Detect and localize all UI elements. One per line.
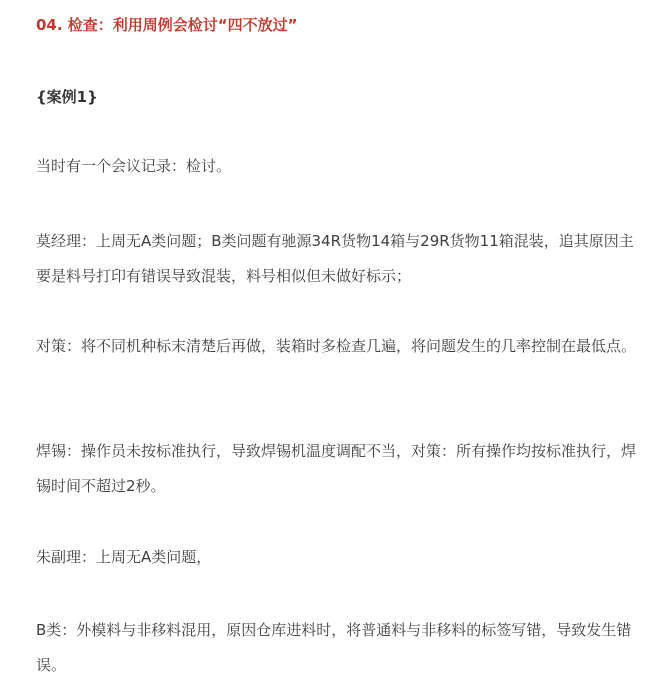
paragraph-countermeasure: 对策：将不同机种标末清楚后再做，装箱时多检查几遍，将问题发生的几率控制在最低点。: [36, 337, 637, 355]
case-label: {案例1}: [36, 88, 98, 106]
paragraph-meeting-record: 当时有一个会议记录：检讨。: [36, 157, 232, 175]
paragraph-soldering: 焊锡：操作员未按标准执行，导致焊锡机温度调配不当，对策：所有操作均按标准执行，焊锡时间不超过2秒。: [36, 442, 637, 495]
paragraph-manager-mo: 莫经理：上周无A类问题；B类问题有驰源34R货物14箱与29R货物11箱混装，追其原因主要是料号打印有错误导致混装，料号相似但未做好标示；: [36, 232, 634, 285]
paragraph-deputy-zhu: 朱副理：上周无A类问题，: [36, 548, 212, 566]
paragraph-class-b: B类：外模料与非移料混用，原因仓库进料时，将普通料与非移料的标签写错，导致发生错误。: [36, 621, 632, 674]
section-heading: 04. 检查：利用周例会检讨“四不放过”: [36, 16, 298, 34]
